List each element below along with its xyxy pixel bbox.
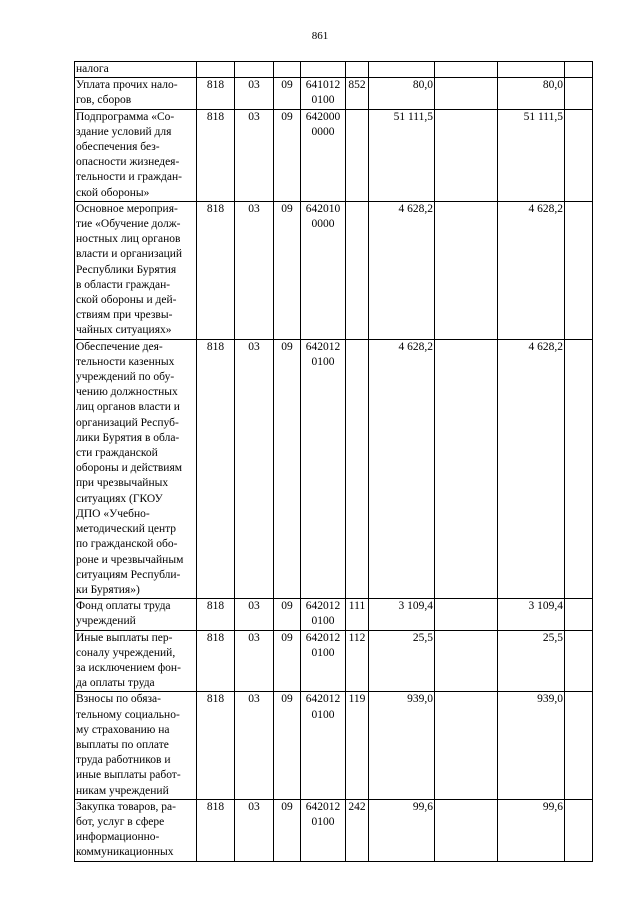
blank-cell [565,109,593,201]
amount-cell: 4 628,2 [369,201,435,339]
amount-cell: 99,6 [369,799,435,861]
cell-text-line: ствиям при чрезвы- [76,309,173,322]
page-number: 861 [311,30,329,42]
table-row [75,339,593,598]
cell-text-line: по гражданской обо- [76,538,178,551]
cell-text-line: ситуациям Республи- [76,568,181,581]
blank-cell [435,799,498,861]
cell-text-line: иные выплаты работ- [76,769,181,782]
row-name-cell [75,109,197,201]
cell-text-line: Фонд оплаты труда [76,600,171,613]
section-code-cell: 03 [235,109,274,201]
cell-text-line: тельному социально- [76,708,180,721]
section-code-cell: 03 [235,692,274,799]
subsection-code-cell: 09 [274,630,301,692]
cell-text-line: Закупка товаров, ра- [76,800,176,813]
cell-text-line: налога [76,63,109,75]
row-name-cell [75,799,197,861]
cell-text-line: при чрезвычайных [76,477,169,490]
cell-text-line: тельности казенных [76,355,175,368]
target-article-cell [301,599,346,630]
ministry-code-cell: 818 [197,630,235,692]
cell-text-line: 642012 [305,340,341,353]
target-article-cell [301,339,346,598]
blank-cell [435,78,498,109]
cell-text-line: 0100 [311,646,335,659]
cell-text-line: ской обороны и дей- [76,294,177,307]
table-row [75,599,593,630]
expense-type-cell: 242 [346,799,369,861]
amount-total-cell: 4 628,2 [498,201,565,339]
amount-total-cell: 80,0 [498,78,565,109]
row-name-cell [75,201,197,339]
row-name-cell [75,339,197,598]
table-row [75,630,593,692]
amount-cell: 51 111,5 [369,109,435,201]
section-code-cell [235,62,274,78]
budget-table [74,61,593,862]
subsection-code-cell: 09 [274,201,301,339]
subsection-code-cell: 09 [274,599,301,630]
blank-cell [435,630,498,692]
expense-type-cell [346,109,369,201]
blank-cell [435,692,498,799]
amount-cell [369,62,435,78]
cell-text-line: сти гражданской [76,447,158,460]
expense-type-cell: 112 [346,630,369,692]
cell-text-line: ской обороны» [76,186,150,199]
amount-cell: 4 628,2 [369,339,435,598]
subsection-code-cell: 09 [274,78,301,109]
cell-text-line: ностных лиц органов [76,233,181,246]
ministry-code-cell: 818 [197,692,235,799]
ministry-code-cell: 818 [197,599,235,630]
blank-cell [565,692,593,799]
row-name-cell [75,630,197,692]
row-name-cell [75,692,197,799]
expense-type-cell: 111 [346,599,369,630]
cell-text-line: 0000 [311,125,335,138]
amount-total-cell: 25,5 [498,630,565,692]
cell-text-line: 0100 [311,94,335,107]
cell-text-line: выплаты по оплате [76,738,169,751]
cell-text-line: 642012 [305,693,341,706]
cell-text-line: опасности жизнедея- [76,156,180,169]
section-code-cell: 03 [235,339,274,598]
expense-type-cell [346,339,369,598]
cell-text-line: Основное мероприя- [76,202,178,215]
section-code-cell: 03 [235,799,274,861]
amount-total-cell: 51 111,5 [498,109,565,201]
ministry-code-cell: 818 [197,339,235,598]
ministry-code-cell: 818 [197,201,235,339]
cell-text-line: бот, услуг в сфере [76,815,165,828]
blank-cell [565,62,593,78]
cell-text-line: коммуникационных [76,846,174,859]
amount-total-cell: 99,6 [498,799,565,861]
cell-text-line: 0100 [311,708,335,721]
blank-cell [565,599,593,630]
blank-cell [435,62,498,78]
cell-text-line: ДПО «Учебно- [76,507,150,520]
blank-cell [435,599,498,630]
section-code-cell: 03 [235,599,274,630]
blank-cell [565,630,593,692]
cell-text-line: 0000 [311,218,335,231]
amount-cell: 3 109,4 [369,599,435,630]
blank-cell [565,78,593,109]
target-article-cell [301,799,346,861]
table-row [75,109,593,201]
cell-text-line: чайных ситуациях» [76,324,172,337]
row-name-cell [75,599,197,630]
expense-type-cell [346,62,369,78]
blank-cell [565,201,593,339]
cell-text-line: чению должностных [76,386,178,399]
cell-text-line: Подпрограмма «Со- [76,110,175,123]
expense-type-cell: 852 [346,78,369,109]
cell-text-line: 642012 [305,800,341,813]
row-name-cell [75,62,197,78]
cell-text-line: соналу учреждений, [76,646,176,659]
cell-text-line: тие «Обучение долж- [76,218,181,231]
subsection-code-cell: 09 [274,692,301,799]
blank-cell [565,339,593,598]
amount-total-cell: 4 628,2 [498,339,565,598]
cell-text-line: 641012 [305,79,341,92]
target-article-cell [301,201,346,339]
section-code-cell: 03 [235,78,274,109]
cell-text-line: да оплаты труда [76,677,155,690]
cell-text-line: роне и чрезвычайным [76,553,184,566]
cell-text-line: гов, сборов [76,94,132,107]
cell-text-line: Иные выплаты пер- [76,631,173,644]
cell-text-line: ситуациях (ГКОУ [76,492,163,505]
blank-cell [565,799,593,861]
cell-text-line: тельности и граждан- [76,171,182,184]
amount-cell: 939,0 [369,692,435,799]
blank-cell [435,109,498,201]
cell-text-line: 642010 [305,202,341,215]
subsection-code-cell [274,62,301,78]
subsection-code-cell: 09 [274,339,301,598]
cell-text-line: учреждений [76,615,136,628]
cell-text-line: 642012 [305,631,341,644]
table-body [75,62,593,862]
target-article-cell [301,78,346,109]
cell-text-line: Республики Бурятия [76,263,177,276]
table-row [75,201,593,339]
expense-type-cell: 119 [346,692,369,799]
cell-text-line: 0100 [311,355,335,368]
cell-text-line: информационно- [76,831,160,844]
cell-text-line: за исключением фон- [76,661,181,674]
cell-text-line: учреждений по обу- [76,371,175,384]
cell-text-line: никам учреждений [76,784,169,797]
cell-text-line: 0100 [311,615,335,628]
cell-text-line: Взносы по обяза- [76,693,161,706]
expense-type-cell [346,201,369,339]
cell-text-line: 642012 [305,600,341,613]
cell-text-line: здание условий для [76,125,172,138]
ministry-code-cell [197,62,235,78]
cell-text-line: труда работников и [76,754,171,767]
section-code-cell: 03 [235,630,274,692]
table-row [75,692,593,799]
cell-text-line: власти и организаций [76,248,183,261]
cell-text-line: лиц органов власти и [76,401,180,414]
ministry-code-cell: 818 [197,109,235,201]
blank-cell [435,339,498,598]
subsection-code-cell: 09 [274,109,301,201]
cell-text-line: ки Бурятия») [76,583,140,596]
amount-total-cell: 3 109,4 [498,599,565,630]
cell-text-line: организаций Респуб- [76,416,179,429]
ministry-code-cell: 818 [197,799,235,861]
row-name-cell [75,78,197,109]
target-article-cell [301,62,346,78]
cell-text-line: лики Бурятия в обла- [76,431,180,444]
cell-text-line: 642000 [305,110,341,123]
cell-text-line: обеспечения без- [76,141,160,154]
section-code-cell: 03 [235,201,274,339]
blank-cell [435,201,498,339]
target-article-cell [301,630,346,692]
table-row [75,78,593,109]
cell-text-line: му страхованию на [76,723,170,736]
target-article-cell [301,109,346,201]
amount-cell: 80,0 [369,78,435,109]
amount-total-cell: 939,0 [498,692,565,799]
subsection-code-cell: 09 [274,799,301,861]
cell-text-line: Обеспечение дея- [76,340,163,353]
table-row [75,62,593,78]
cell-text-line: Уплата прочих нало- [76,79,178,92]
ministry-code-cell: 818 [197,78,235,109]
amount-cell: 25,5 [369,630,435,692]
cell-text-line: обороны и действиям [76,462,183,475]
cell-text-line: методический центр [76,523,177,536]
table-row [75,799,593,861]
cell-text-line: в области граждан- [76,278,171,291]
target-article-cell [301,692,346,799]
amount-total-cell [498,62,565,78]
cell-text-line: 0100 [311,815,335,828]
